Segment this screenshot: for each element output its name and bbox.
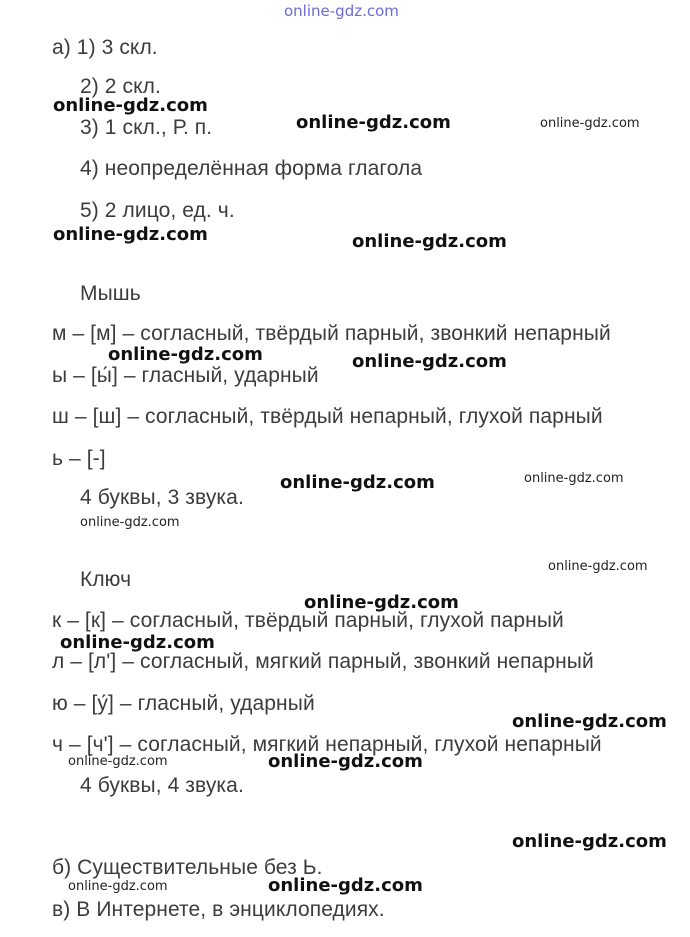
watermark: online-gdz.com [280, 472, 435, 493]
watermark: online-gdz.com [53, 95, 208, 116]
watermark: online-gdz.com [548, 559, 648, 574]
watermark: online-gdz.com [512, 711, 667, 732]
answer-line-a5: 5) 2 лицо, ед. ч. [80, 199, 235, 222]
summary-key: 4 буквы, 4 звука. [80, 774, 244, 797]
summary-mouse: 4 буквы, 3 звука. [80, 486, 244, 509]
watermark: online-gdz.com [524, 471, 624, 486]
watermark: online-gdz.com [540, 116, 640, 131]
watermark: online-gdz.com [68, 879, 168, 894]
watermark: online-gdz.com [352, 231, 507, 252]
watermark: online-gdz.com [512, 831, 667, 852]
answer-line-b: б) Существительные без Ь. [52, 856, 323, 879]
watermark: online-gdz.com [53, 224, 208, 245]
phonetic-line-k: к – [к] – согласный, твёрдый парный, глухой парный [52, 609, 564, 632]
phonetic-line-sh: ш – [ш] – согласный, твёрдый непарный, глухой парный [52, 405, 603, 428]
word-title-key: Ключ [80, 568, 132, 591]
watermark: online-gdz.com [60, 632, 215, 653]
phonetic-line-soft-sign: ь – [-] [52, 447, 106, 470]
answer-line-a4: 4) неопределённая форма глагола [80, 157, 423, 180]
watermark: online-gdz.com [268, 751, 423, 772]
watermark: online-gdz.com [68, 754, 168, 769]
watermark: online-gdz.com [268, 875, 423, 896]
phonetic-line-m: м – [м] – согласный, твёрдый парный, звонкий непарный [52, 322, 611, 345]
phonetic-line-y: ы – [ы́] – гласный, ударный [52, 364, 319, 387]
watermark: online-gdz.com [304, 592, 459, 613]
answer-line-a3: 3) 1 скл., Р. п. [80, 116, 213, 139]
watermark-top: online-gdz.com [284, 2, 399, 20]
answer-line-a2: 2) 2 скл. [80, 75, 161, 98]
phonetic-line-l: л – [л'] – согласный, мягкий парный, звонкий непарный [52, 650, 594, 673]
phonetic-line-ch: ч – [ч'] – согласный, мягкий непарный, глухой непарный [52, 733, 602, 756]
watermark: online-gdz.com [80, 515, 180, 530]
watermark: online-gdz.com [352, 351, 507, 372]
phonetic-line-yu: ю – [у́] – гласный, ударный [52, 692, 315, 715]
answer-line-a1: а) 1) 3 скл. [52, 36, 158, 59]
watermark: online-gdz.com [108, 344, 263, 365]
watermark: online-gdz.com [296, 112, 451, 133]
answer-line-v: в) В Интернете, в энциклопедиях. [52, 898, 385, 921]
word-title-mouse: Мышь [80, 282, 141, 305]
